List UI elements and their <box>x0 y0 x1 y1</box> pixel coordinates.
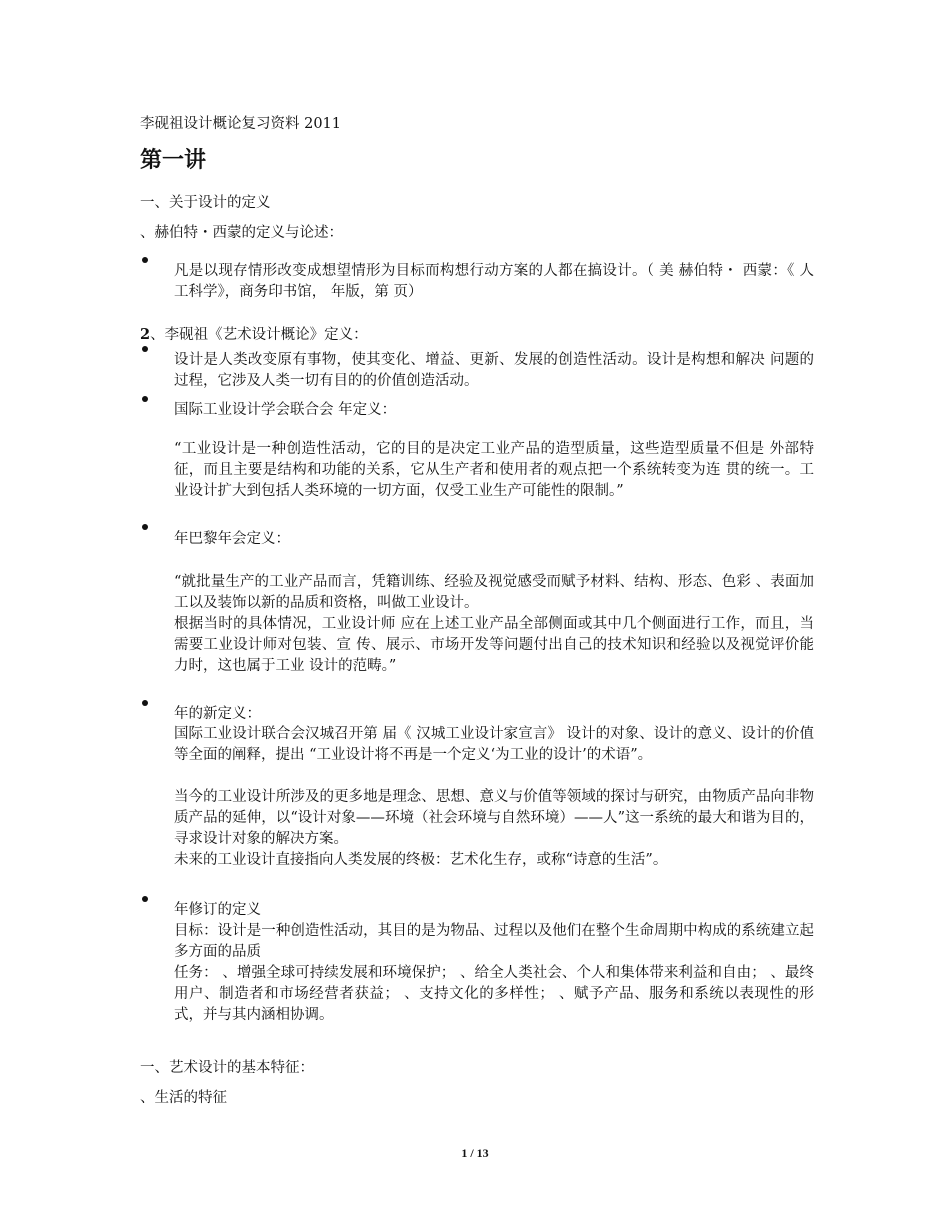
doc-title: 李砚祖设计概论复习资料 2011 <box>140 116 342 132</box>
bullet-icon <box>142 700 148 706</box>
icsid-heading: 国际工业设计学会联合会 年定义： <box>174 402 397 418</box>
paris-quote-continued: 根据当时的具体情况，工业设计师 应在上述工业产品全部侧面或其中几个侧面进行工作，而且，当需要工业设计师对包装、宣 传、展示、市场开发等问题付出自己的技术知识和经验以及视觉评价能力时，这也属于工业 设计的范畴。” <box>174 616 814 674</box>
bullet-icon <box>142 346 148 352</box>
revised-task: 任务： 、增强全球可持续发展和环境保护； 、给全人类社会、个人和集体带来利益和自由； 、最终用户、制造者和市场经营者获益； 、支持文化的多样性； 、赋予产品、服务和系统以表现性的形式，并与其内涵相协调。 <box>174 965 814 1023</box>
paris-quote: “就批量生产的工业产品而言，凭籍训练、经验及视觉感受而赋予材料、结构、形态、色彩 、表面加工以及装饰以新的品质和资格，叫做工业设计。 <box>174 574 814 611</box>
feature-item-life: 、生活的特征 <box>140 1090 227 1106</box>
new-definition-p2: 当今的工业设计所涉及的更多地是理念、思想、意义与价值等领域的探讨与研究，由物质产品向非物质产品的延伸，以“设计对象——环境（社会环境与自然环境）——人”这一系统的最大和谐为目的，寻求设计对象的解决方案。 <box>174 789 814 847</box>
lecture-heading: 第一讲 <box>140 147 207 173</box>
section-heading-features: 一、艺术设计的基本特征： <box>140 1060 314 1076</box>
bullet-icon <box>142 524 148 530</box>
section-heading-definition: 一、关于设计的定义 <box>140 195 271 211</box>
bullet-icon <box>142 396 148 402</box>
page-number: 1 / 13 <box>461 1146 489 1160</box>
herbert-heading: 、赫伯特・西蒙的定义与论述： <box>140 225 343 241</box>
revised-definition-heading: 年修订的定义 <box>174 902 261 918</box>
new-definition-heading: 年的新定义： <box>174 706 261 722</box>
herbert-definition: 凡是以现存情形改变成想望情形为目标而构想行动方案的人都在搞设计。（ 美 赫伯特・ 西蒙：《 人工科学》，商务印书馆， 年版，第 页） <box>174 263 814 300</box>
li-definition: 设计是人类改变原有事物，使其变化、增益、更新、发展的创造性活动。设计是构想和解决 问题的过程，它涉及人类一切有目的的价值创造活动。 <box>174 352 814 389</box>
new-definition-p1: 国际工业设计联合会汉城召开第 届《 汉城工业设计家宣言》 设计的对象、设计的意义、设计的价值等全面的阐释，提出 “工业设计将不再是一个定义‘为工业的设计’的术语”。 <box>174 726 814 763</box>
bullet-icon <box>142 257 148 263</box>
revised-goal: 目标：设计是一种创造性活动，其目的是为物品、过程以及他们在整个生命周期中构成的系统建立起多方面的品质 <box>174 923 814 960</box>
paris-heading: 年巴黎年会定义： <box>174 531 290 547</box>
li-heading-text: 、李砚祖《艺术设计概论》定义： <box>150 327 368 343</box>
new-definition-p3: 未来的工业设计直接指向人类发展的终极：艺术化生存，或称“诗意的生活”。 <box>174 852 668 868</box>
li-number: 2 <box>140 326 151 343</box>
li-heading <box>140 324 368 346</box>
bullet-icon <box>142 896 148 902</box>
icsid-quote: “工业设计是一种创造性活动，它的目的是决定工业产品的造型质量，这些造型质量不但是 外部特征，而且主要是结构和功能的关系，它从生产者和使用者的观点把一个系统转变为连 贯的统一。工业设计扩大到包括人类环境的一切方面，仅受工业生产可能性的限制。” <box>174 441 814 499</box>
